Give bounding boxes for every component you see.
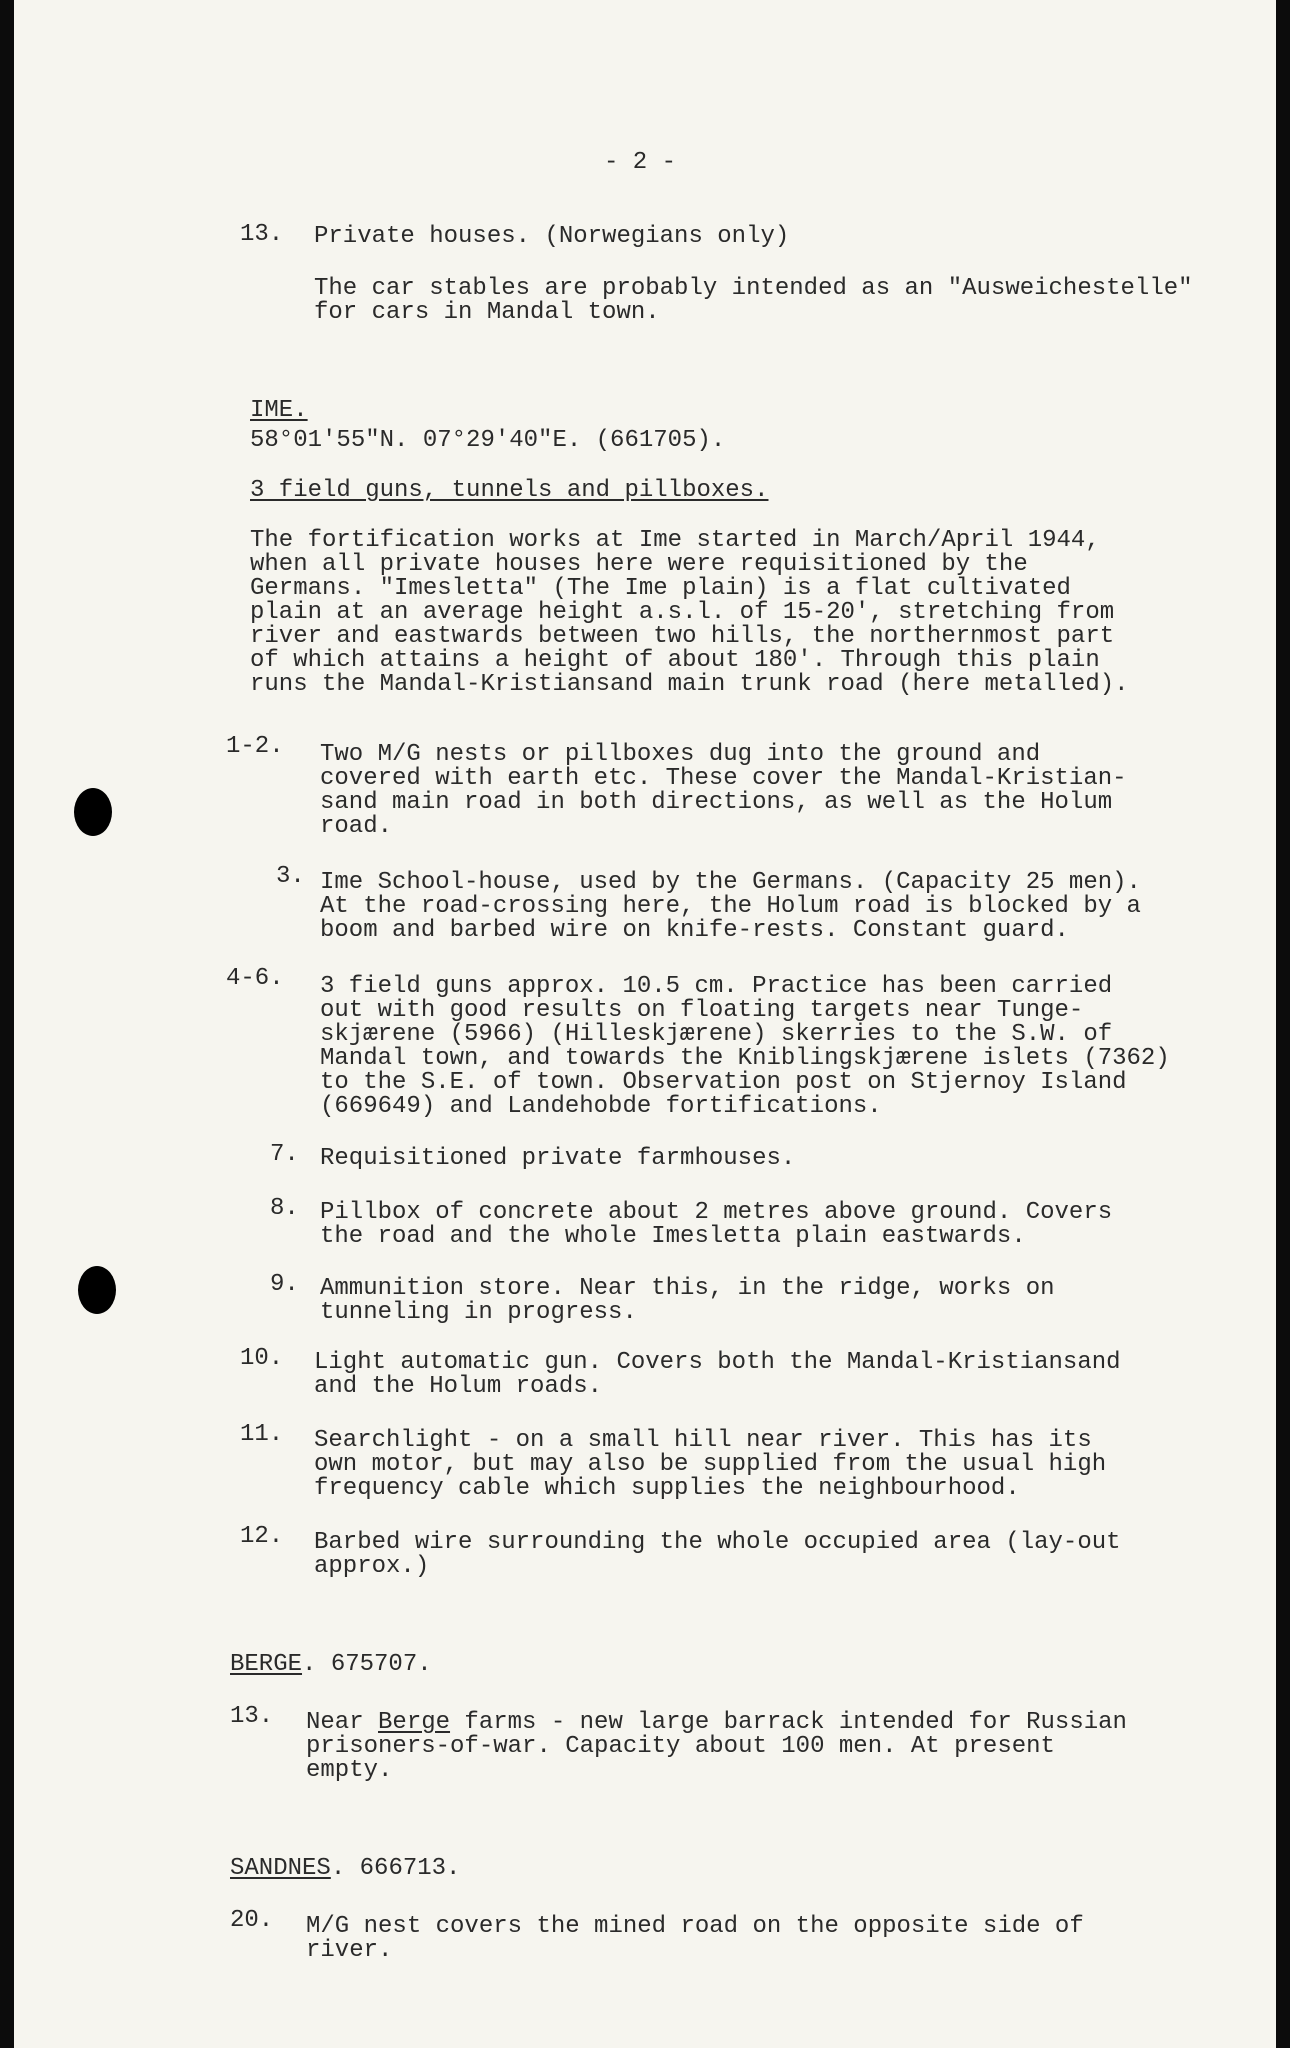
item-line: sand main road in both directions, as well as the Holum [320, 789, 1113, 816]
item-line: 3 field guns approx. 10.5 cm. Practice has been carried [320, 973, 1113, 1000]
item-line: Barbed wire surrounding the whole occupied area (lay-out [314, 1529, 1121, 1556]
section-heading-sandnes [230, 1856, 460, 1882]
item-number: 1-2. [226, 733, 284, 760]
intro-line: when all private houses here were requisitioned by the [250, 551, 1028, 578]
item-line: road. [320, 813, 393, 840]
ime-coordinates: 58°01'55"N. 07°29'40"E. (661705). [250, 427, 726, 454]
item-line: and the Holum roads. [314, 1373, 603, 1400]
item-number: 12. [240, 1523, 284, 1550]
item-lead: Near [306, 1709, 379, 1736]
item-line: Light automatic gun. Covers both the Mandal-Kristiansand [314, 1349, 1121, 1376]
item-number: 10. [240, 1345, 284, 1372]
ime-subheading: 3 field guns, tunnels and pillboxes. [250, 477, 769, 504]
item-line: Pillbox of concrete about 2 metres above ground. Covers [320, 1199, 1113, 1226]
sandnes-heading-name: SANDNES [230, 1855, 331, 1882]
intro-line: of which attains a height of about 180'. Through this plain [250, 647, 1100, 674]
item-line: prisoners-of-war. Capacity about 100 men. At present [306, 1733, 1055, 1760]
intro-line: plain at an average height a.s.l. of 15-20', stretching from [250, 599, 1115, 626]
item-line: Mandal town, and towards the Kniblingskjærene islets (7362) [320, 1045, 1170, 1072]
item-line: frequency cable which supplies the neighbourhood. [314, 1475, 1020, 1502]
item-line: river. [306, 1937, 393, 1964]
section-heading-berge [230, 1652, 432, 1678]
item-number: 20. [230, 1907, 274, 1934]
punch-hole-top [74, 788, 112, 836]
item-line: Searchlight - on a small hill near river. This has its [314, 1427, 1092, 1454]
item-line: skjærene (5966) (Hilleskjærene) skerries to the S.W. of [320, 1021, 1113, 1048]
intro-line: Germans. "Imesletta" (The Ime plain) is a flat cultivated [250, 575, 1071, 602]
item-line: own motor, but may also be supplied from the usual high [314, 1451, 1107, 1478]
item-line: for cars in Mandal town. [314, 299, 660, 326]
item-line-rest: farms - new large barrack intended for Russian [450, 1709, 1127, 1736]
item-line: (669649) and Landehobde fortifications. [320, 1093, 882, 1120]
item-title: Private houses. (Norwegians only) [314, 223, 790, 250]
intro-line: river and eastwards between two hills, the northernmost part [250, 623, 1115, 650]
item-number: 11. [240, 1421, 284, 1448]
intro-line: runs the Mandal-Kristiansand main trunk road (here metalled). [250, 671, 1129, 698]
item-line: approx.) [314, 1553, 430, 1580]
item-line: The car stables are probably intended as an "Ausweichestelle" [314, 275, 1193, 302]
item-line: Requisitioned private farmhouses. [320, 1145, 796, 1172]
intro-line: The fortification works at Ime started in March/April 1944, [250, 527, 1100, 554]
item-line: the road and the whole Imesletta plain eastwards. [320, 1223, 1026, 1250]
item-number: 9. [270, 1271, 299, 1298]
item-number: 13. [240, 221, 284, 248]
item-number: 8. [270, 1195, 299, 1222]
item-number: 7. [270, 1141, 299, 1168]
item-number: 3. [276, 863, 305, 890]
item-number: 4-6. [226, 965, 284, 992]
item-line: to the S.E. of town. Observation post on Stjernoy Island [320, 1069, 1127, 1096]
punch-hole-bottom [78, 1266, 116, 1314]
item-line: empty. [306, 1757, 393, 1784]
item-number: 13. [230, 1703, 274, 1730]
item-line: covered with earth etc. These cover the Mandal-Kristian- [320, 765, 1127, 792]
item-line: Two M/G nests or pillboxes dug into the ground and [320, 741, 1041, 768]
section-heading-ime: IME. [250, 397, 308, 424]
berge-heading-ref: . 675707. [302, 1651, 432, 1678]
berge-heading-name: BERGE [230, 1651, 303, 1678]
item-line: At the road-crossing here, the Holum road is blocked by a [320, 893, 1141, 920]
item-line: boom and barbed wire on knife-rests. Constant guard. [320, 917, 1069, 944]
item-line: M/G nest covers the mined road on the opposite side of [306, 1913, 1084, 1940]
page-number: - 2 - [604, 149, 677, 176]
sandnes-heading-ref: . 666713. [330, 1855, 461, 1882]
document-page [14, 0, 1276, 2048]
item-line: out with good results on floating targets near Tunge- [320, 997, 1084, 1024]
item-line: Ime School-house, used by the Germans. (Capacity 25 men). [320, 869, 1141, 896]
item-line: Ammunition store. Near this, in the ridge, works on [320, 1275, 1055, 1302]
place-name-berge: Berge [378, 1709, 451, 1736]
item-line: tunneling in progress. [320, 1299, 637, 1326]
